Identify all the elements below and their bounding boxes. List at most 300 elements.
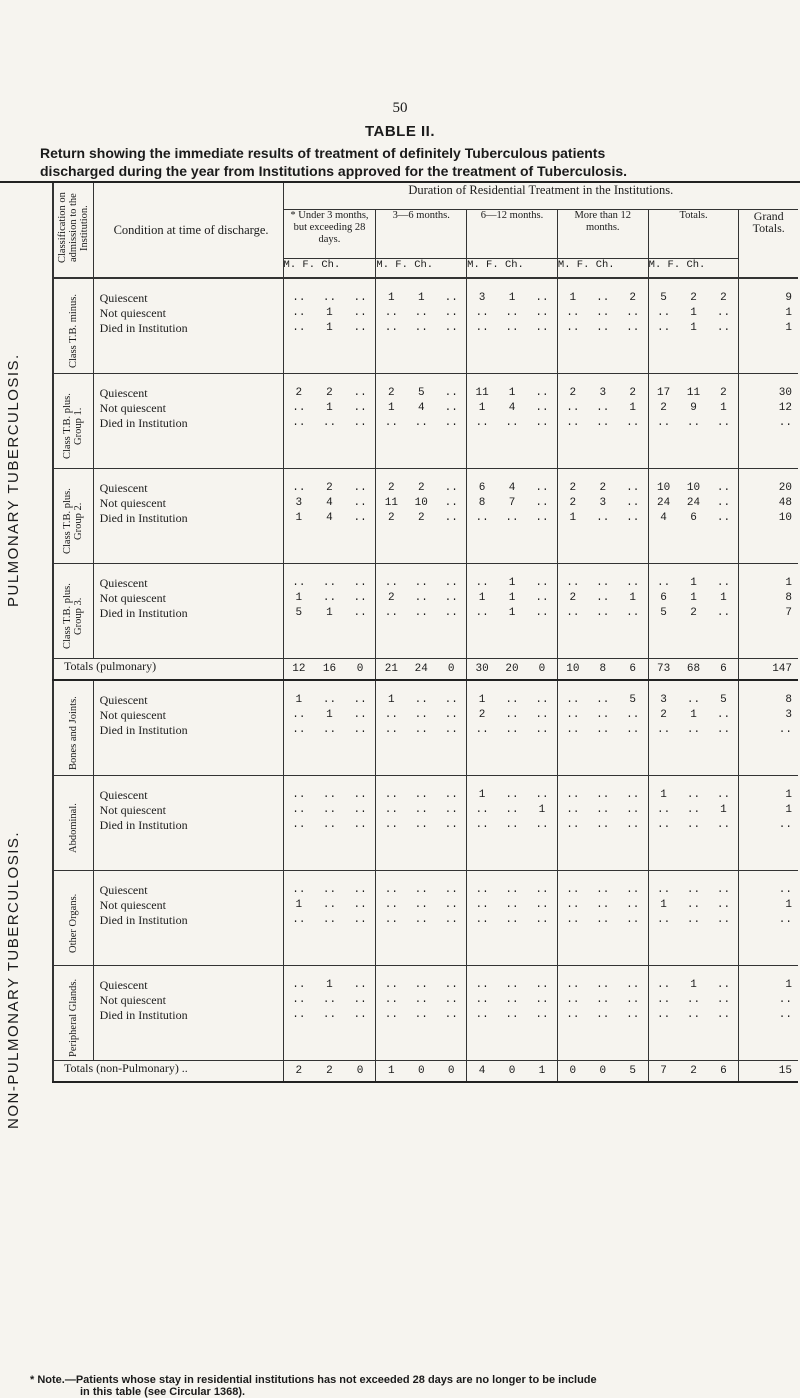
grand-total-value: 1 (785, 979, 792, 991)
period-cell (467, 564, 558, 659)
count-value: 3 (478, 292, 486, 304)
count-value: 3 (599, 387, 607, 399)
count-value: .. (505, 724, 519, 736)
count-value: 1 (690, 709, 697, 721)
count-value: .. (444, 607, 458, 619)
count-value: 1 (569, 292, 577, 304)
count-value: .. (566, 1009, 580, 1021)
value-line (467, 576, 557, 591)
count-value: .. (444, 512, 458, 524)
count-value: .. (626, 884, 640, 896)
value-line (376, 401, 466, 416)
class-label: Class T.B. minus. (67, 294, 79, 368)
count-value: .. (353, 482, 367, 494)
count-value: .. (626, 417, 640, 429)
value-line (558, 723, 648, 738)
totals-value: 0 (599, 1065, 607, 1077)
count-value: 1 (295, 694, 303, 706)
group-row (53, 278, 798, 374)
count-value: 9 (690, 402, 697, 414)
count-value: .. (657, 914, 671, 926)
value-line (284, 723, 376, 738)
count-value: .. (505, 322, 519, 334)
value-line (649, 1008, 739, 1023)
count-value: .. (657, 804, 671, 816)
count-value: 2 (326, 482, 333, 494)
value-line (467, 306, 557, 321)
count-value: .. (535, 979, 549, 991)
count-value: .. (384, 884, 398, 896)
count-value: .. (535, 497, 549, 509)
count-value: .. (716, 994, 731, 1006)
count-value: 11 (384, 497, 398, 509)
count-value: .. (353, 577, 367, 589)
count-value: .. (535, 512, 549, 524)
totals-line (376, 659, 466, 679)
count-value: .. (414, 994, 428, 1006)
value-line (558, 401, 648, 416)
count-value: .. (414, 979, 428, 991)
count-value: .. (322, 694, 337, 706)
count-value: .. (566, 789, 580, 801)
count-value: .. (384, 417, 398, 429)
count-value: .. (596, 819, 610, 831)
count-value: .. (475, 724, 489, 736)
count-value: 1 (629, 592, 636, 604)
footnote-line-2: in this table (see Circular 1368). (80, 1386, 246, 1398)
period-cell (557, 564, 648, 659)
period-cell (283, 871, 376, 966)
header-duration: Duration of Residential Treatment in the Institutions. (283, 183, 798, 210)
count-value: .. (596, 789, 610, 801)
period-cell (283, 966, 376, 1061)
count-value: .. (292, 819, 306, 831)
table-body (53, 183, 798, 1082)
class-cell (53, 564, 93, 659)
count-value: .. (384, 307, 398, 319)
header-mfch: M. F. Ch. (467, 259, 558, 279)
count-value: .. (686, 417, 701, 429)
totals-value: 5 (629, 1065, 636, 1077)
count-value: .. (626, 819, 640, 831)
count-value: .. (384, 994, 398, 1006)
count-value: .. (353, 1009, 367, 1021)
count-value: 1 (508, 292, 516, 304)
period-cell (648, 374, 739, 469)
value-line (376, 898, 466, 913)
value-line (376, 723, 466, 738)
count-value: .. (475, 994, 489, 1006)
count-value: .. (716, 724, 731, 736)
count-value: .. (353, 979, 367, 991)
totals-period-cell (283, 659, 376, 681)
header-mfch: M. F. Ch. (648, 259, 739, 279)
totals-label: Totals (pulmonary) (53, 659, 283, 681)
count-value: .. (353, 789, 367, 801)
count-value: .. (505, 899, 519, 911)
count-value: 2 (629, 387, 636, 399)
condition-label: Died in Institution (99, 511, 188, 525)
value-line (467, 898, 557, 913)
count-value: 2 (295, 387, 303, 399)
count-value: 6 (478, 482, 486, 494)
value-line (558, 591, 648, 606)
count-value: .. (322, 789, 337, 801)
class-label: Class T.B. plus. Group 3. (62, 583, 85, 649)
count-value: .. (414, 914, 428, 926)
count-value: 2 (690, 292, 697, 304)
value-line (558, 576, 648, 591)
value-line (284, 306, 376, 321)
totals-line (284, 1061, 376, 1081)
value-line (558, 496, 648, 511)
count-value: 10 (414, 497, 428, 509)
count-value: .. (535, 482, 549, 494)
count-value: .. (505, 512, 519, 524)
count-value: 1 (690, 322, 697, 334)
count-value: .. (505, 694, 519, 706)
totals-value: 0 (356, 1065, 364, 1077)
period-cell (467, 469, 558, 564)
count-value: .. (626, 724, 640, 736)
count-value: .. (444, 884, 458, 896)
count-value: 5 (629, 694, 636, 706)
count-value: .. (292, 417, 306, 429)
count-value: .. (505, 709, 519, 721)
count-value: .. (292, 1009, 306, 1021)
count-value: .. (505, 417, 519, 429)
count-value: 1 (295, 899, 303, 911)
count-value: .. (292, 994, 306, 1006)
count-value: 24 (657, 497, 671, 509)
count-value: .. (566, 994, 580, 1006)
value-line (467, 591, 557, 606)
condition-cell (93, 680, 283, 776)
totals-value: 4 (478, 1065, 486, 1077)
totals-value: 0 (508, 1065, 516, 1077)
count-value: 3 (295, 497, 303, 509)
count-value: .. (353, 307, 367, 319)
count-value: .. (626, 497, 640, 509)
count-value: .. (566, 724, 580, 736)
count-value: .. (626, 789, 640, 801)
count-value: .. (535, 709, 549, 721)
count-value: .. (444, 914, 458, 926)
count-value: 5 (417, 387, 425, 399)
count-value: .. (657, 1009, 671, 1021)
class-cell (53, 278, 93, 374)
value-line (467, 1008, 557, 1023)
value-line (284, 291, 376, 306)
totals-grand-value: 15 (778, 1065, 792, 1077)
count-value: .. (322, 1009, 337, 1021)
totals-period-cell (557, 659, 648, 681)
grand-total-value: .. (778, 1009, 792, 1021)
value-line (284, 708, 376, 723)
grand-total-cell (739, 374, 798, 469)
group-row (53, 374, 798, 469)
count-value: .. (353, 884, 367, 896)
count-value: .. (475, 512, 489, 524)
count-value: .. (414, 789, 428, 801)
count-value: 2 (388, 512, 395, 524)
value-line (558, 913, 648, 928)
value-line (284, 511, 376, 526)
value-line (649, 803, 739, 818)
period-cell (648, 564, 739, 659)
value-line (467, 416, 557, 431)
count-value: .. (444, 819, 458, 831)
count-value: 1 (478, 402, 486, 414)
count-value: 5 (295, 607, 303, 619)
count-value: 1 (388, 402, 395, 414)
count-value: .. (626, 607, 640, 619)
value-line (558, 321, 648, 336)
value-line (649, 496, 739, 511)
value-line (284, 576, 376, 591)
totals-value: 1 (388, 1065, 395, 1077)
count-value: .. (535, 417, 549, 429)
count-value: .. (292, 804, 306, 816)
count-value: .. (535, 322, 549, 334)
totals-pulmonary-row (53, 659, 798, 681)
condition-label: Died in Institution (99, 818, 188, 832)
count-value: .. (353, 387, 367, 399)
count-value: .. (535, 592, 549, 604)
totals-line (649, 1061, 739, 1081)
count-value: .. (505, 307, 519, 319)
period-cell (467, 966, 558, 1061)
count-value: .. (292, 307, 306, 319)
count-value: .. (444, 322, 458, 334)
count-value: 2 (660, 402, 667, 414)
value-line (649, 788, 739, 803)
count-value: 2 (720, 387, 727, 399)
count-value: 1 (295, 592, 303, 604)
totals-grand-cell (739, 1061, 798, 1083)
count-value: .. (716, 497, 731, 509)
count-value: .. (535, 387, 549, 399)
count-value: .. (686, 819, 701, 831)
count-value: 3 (599, 497, 607, 509)
value-line (284, 606, 376, 621)
count-value: .. (596, 292, 610, 304)
value-line (649, 291, 739, 306)
condition-label: Not quiescent (99, 591, 166, 605)
count-value: 1 (690, 979, 697, 991)
value-line (649, 481, 739, 496)
value-line (467, 386, 557, 401)
value-line (649, 913, 739, 928)
value-line (467, 511, 557, 526)
count-value: 1 (508, 592, 516, 604)
count-value: .. (535, 607, 549, 619)
value-line (284, 818, 376, 833)
value-line (649, 321, 739, 336)
grand-total-value: 20 (778, 482, 792, 494)
grand-total-value: 9 (785, 292, 792, 304)
totals-value: 0 (569, 1065, 577, 1077)
period-cell (376, 966, 467, 1061)
count-value: .. (596, 577, 610, 589)
condition-label: Not quiescent (99, 496, 166, 510)
totals-non-pulmonary-row (53, 1061, 798, 1083)
grand-total-cell (739, 680, 798, 776)
count-value: .. (353, 512, 367, 524)
condition-cell (93, 966, 283, 1061)
totals-value: 68 (686, 663, 701, 675)
period-cell (467, 680, 558, 776)
condition-label: Quiescent (99, 978, 148, 992)
count-value: .. (475, 914, 489, 926)
count-value: .. (444, 899, 458, 911)
class-cell (53, 966, 93, 1061)
value-line (649, 591, 739, 606)
count-value: .. (292, 979, 306, 991)
count-value: .. (626, 994, 640, 1006)
count-value: .. (657, 322, 671, 334)
count-value: .. (626, 322, 640, 334)
count-value: 2 (720, 292, 727, 304)
value-line (284, 788, 376, 803)
count-value: 4 (508, 402, 516, 414)
count-value: 1 (508, 607, 516, 619)
count-value: .. (566, 914, 580, 926)
condition-label: Died in Institution (99, 1008, 188, 1022)
count-value: 24 (686, 497, 701, 509)
count-value: 4 (326, 497, 333, 509)
totals-value: 6 (720, 1065, 727, 1077)
count-value: .. (626, 914, 640, 926)
count-value: .. (444, 497, 458, 509)
count-value: .. (626, 1009, 640, 1021)
value-line (376, 576, 466, 591)
count-value: .. (444, 709, 458, 721)
value-line (376, 788, 466, 803)
count-value: .. (384, 804, 398, 816)
condition-label: Died in Institution (99, 416, 188, 430)
value-line (558, 818, 648, 833)
header-period-under-3: * Under 3 months, but exceeding 28 days. (283, 210, 376, 259)
period-cell (376, 564, 467, 659)
count-value: .. (626, 307, 640, 319)
count-value: .. (686, 899, 701, 911)
table-title: TABLE II. (364, 123, 436, 140)
period-cell (467, 776, 558, 871)
totals-value: 6 (720, 663, 727, 675)
count-value: .. (686, 1009, 701, 1021)
totals-value: 7 (660, 1065, 667, 1077)
count-value: .. (444, 694, 458, 706)
totals-value: 0 (447, 663, 455, 675)
count-value: .. (535, 577, 549, 589)
value-line (467, 481, 557, 496)
header-mfch: M. F. Ch. (376, 259, 467, 279)
value-line (558, 978, 648, 993)
count-value: .. (322, 819, 337, 831)
condition-label: Died in Institution (99, 606, 188, 620)
value-line (649, 883, 739, 898)
totals-value: 0 (447, 1065, 455, 1077)
value-line (558, 803, 648, 818)
header-mfch: M. F. Ch. (557, 259, 648, 279)
count-value: .. (384, 1009, 398, 1021)
count-value: 11 (475, 387, 489, 399)
count-value: .. (353, 322, 367, 334)
count-value: 1 (720, 402, 727, 414)
count-value: 1 (478, 592, 486, 604)
value-line (467, 321, 557, 336)
count-value: 10 (686, 482, 701, 494)
count-value: .. (505, 994, 519, 1006)
value-line (376, 291, 466, 306)
condition-label: Quiescent (99, 576, 148, 590)
header-period-3-6: 3—6 months. (376, 210, 467, 259)
class-label: Abdominal. (67, 803, 79, 853)
value-line (284, 913, 376, 928)
count-value: .. (657, 979, 671, 991)
count-value: .. (444, 724, 458, 736)
count-value: 1 (326, 402, 333, 414)
count-value: .. (353, 607, 367, 619)
count-value: .. (657, 724, 671, 736)
count-value: .. (414, 307, 428, 319)
condition-cell (93, 278, 283, 374)
totals-value: 0 (538, 663, 546, 675)
side-label-pulmonary: PULMONARY TUBERCULOSIS. (5, 353, 22, 607)
footnote-line-1: * Note.—Patients whose stay in residential institutions has not exceeded 28 days are no longer to be include (30, 1374, 597, 1386)
count-value: .. (444, 577, 458, 589)
totals-value: 20 (505, 663, 519, 675)
condition-label: Died in Institution (99, 913, 188, 927)
totals-grand-cell (739, 659, 798, 681)
count-value: 5 (660, 607, 667, 619)
count-value: .. (505, 979, 519, 991)
period-cell (283, 776, 376, 871)
count-value: .. (596, 709, 610, 721)
totals-label: Totals (non-Pulmonary) .. (53, 1061, 283, 1083)
condition-label: Not quiescent (99, 898, 166, 912)
count-value: 1 (326, 307, 333, 319)
count-value: .. (716, 577, 731, 589)
totals-line (467, 659, 557, 679)
count-value: .. (626, 804, 640, 816)
period-cell (648, 278, 739, 374)
count-value: .. (292, 724, 306, 736)
count-value: 1 (720, 592, 727, 604)
count-value: 1 (326, 607, 333, 619)
count-value: .. (596, 592, 610, 604)
count-value: .. (657, 819, 671, 831)
totals-value: 12 (292, 663, 306, 675)
period-cell (283, 278, 376, 374)
value-line (558, 606, 648, 621)
grand-total-value: 1 (785, 322, 792, 334)
count-value: .. (596, 512, 610, 524)
count-value: .. (322, 724, 337, 736)
totals-value: 2 (326, 1065, 333, 1077)
count-value: 2 (569, 592, 577, 604)
value-line (376, 693, 466, 708)
count-value: .. (292, 789, 306, 801)
value-line (376, 481, 466, 496)
header-grand-totals: Grand Totals. (739, 210, 798, 279)
count-value: 2 (690, 607, 697, 619)
count-value: 1 (660, 789, 667, 801)
totals-grand-value: 147 (772, 663, 792, 675)
count-value: .. (686, 694, 701, 706)
grand-total-cell (739, 564, 798, 659)
